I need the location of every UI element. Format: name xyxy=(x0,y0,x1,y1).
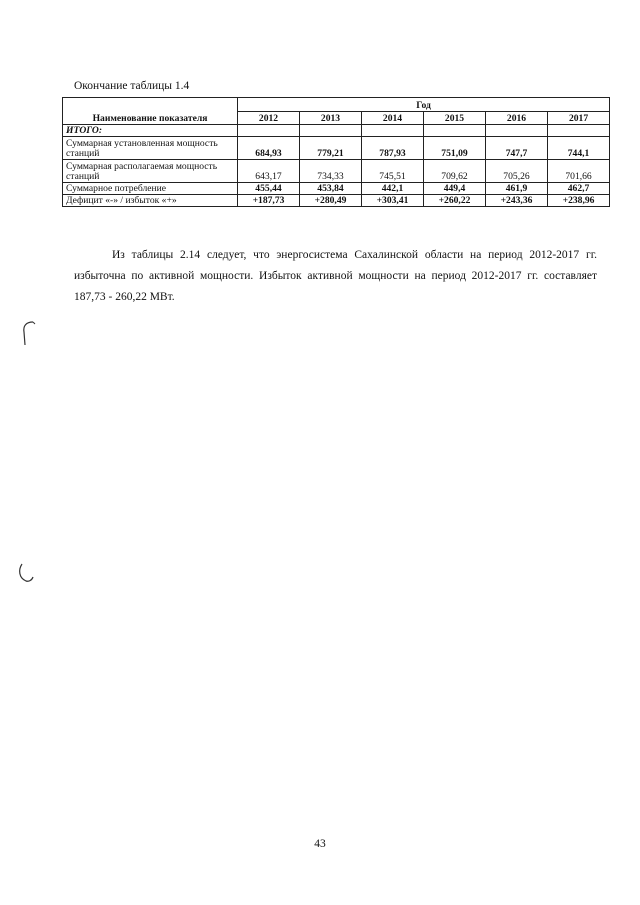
cell-value: 779,21 xyxy=(300,137,362,160)
cell-value: 745,51 xyxy=(362,160,424,183)
table-row-installed-capacity xyxy=(63,137,610,160)
cell-value: 734,33 xyxy=(300,160,362,183)
cell-value: 751,09 xyxy=(424,137,486,160)
cell-value: 747,7 xyxy=(486,137,548,160)
cell-value: +187,73 xyxy=(238,195,300,207)
cell-value: 787,93 xyxy=(362,137,424,160)
cell-value: 442,1 xyxy=(362,183,424,195)
table-section-row xyxy=(63,125,610,137)
cell-value: 461,9 xyxy=(486,183,548,195)
cell-value: +243,36 xyxy=(486,195,548,207)
power-balance-table xyxy=(62,97,610,207)
row-label: Суммарная установленная мощность станций xyxy=(63,137,238,160)
row-label: Суммарная располагаемая мощность станций xyxy=(63,160,238,183)
cell-value: +238,96 xyxy=(548,195,610,207)
cell-value: 449,4 xyxy=(424,183,486,195)
page-number: 43 xyxy=(314,838,326,850)
cell-value: 643,17 xyxy=(238,160,300,183)
table-row-deficit-surplus xyxy=(63,195,610,207)
cell-value: 453,84 xyxy=(300,183,362,195)
year-header: 2015 xyxy=(424,111,486,125)
scan-mark xyxy=(14,560,38,586)
scan-mark xyxy=(14,318,38,348)
cell-value: 709,62 xyxy=(424,160,486,183)
table-caption: Окончание таблицы 1.4 xyxy=(74,80,190,92)
cell-value: 705,26 xyxy=(486,160,548,183)
cell-value: +280,49 xyxy=(300,195,362,207)
cell-value: 462,7 xyxy=(548,183,610,195)
cell-value: 701,66 xyxy=(548,160,610,183)
row-label: Суммарное потребление xyxy=(63,183,238,195)
cell-value: +303,41 xyxy=(362,195,424,207)
table-row-available-capacity xyxy=(63,160,610,183)
year-group-header: Год xyxy=(238,98,610,112)
indicator-name-header: Наименование показателя xyxy=(63,98,238,125)
section-label: ИТОГО: xyxy=(63,125,238,137)
body-paragraph: Из таблицы 2.14 следует, что энергосистема Сахалинской области на период 2012-2017 гг. избыточна по активной мощности. Избыток активной мощности на период 2012-2017 гг. составляет 187,73 - 260,22 МВт. xyxy=(74,248,597,303)
year-header: 2014 xyxy=(362,111,424,125)
cell-value: 744,1 xyxy=(548,137,610,160)
year-header: 2012 xyxy=(238,111,300,125)
cell-value: +260,22 xyxy=(424,195,486,207)
cell-value: 684,93 xyxy=(238,137,300,160)
table-row-consumption xyxy=(63,183,610,195)
year-header: 2016 xyxy=(486,111,548,125)
row-label: Дефицит «-» / избыток «+» xyxy=(63,195,238,207)
year-header: 2013 xyxy=(300,111,362,125)
year-header: 2017 xyxy=(548,111,610,125)
cell-value: 455,44 xyxy=(238,183,300,195)
